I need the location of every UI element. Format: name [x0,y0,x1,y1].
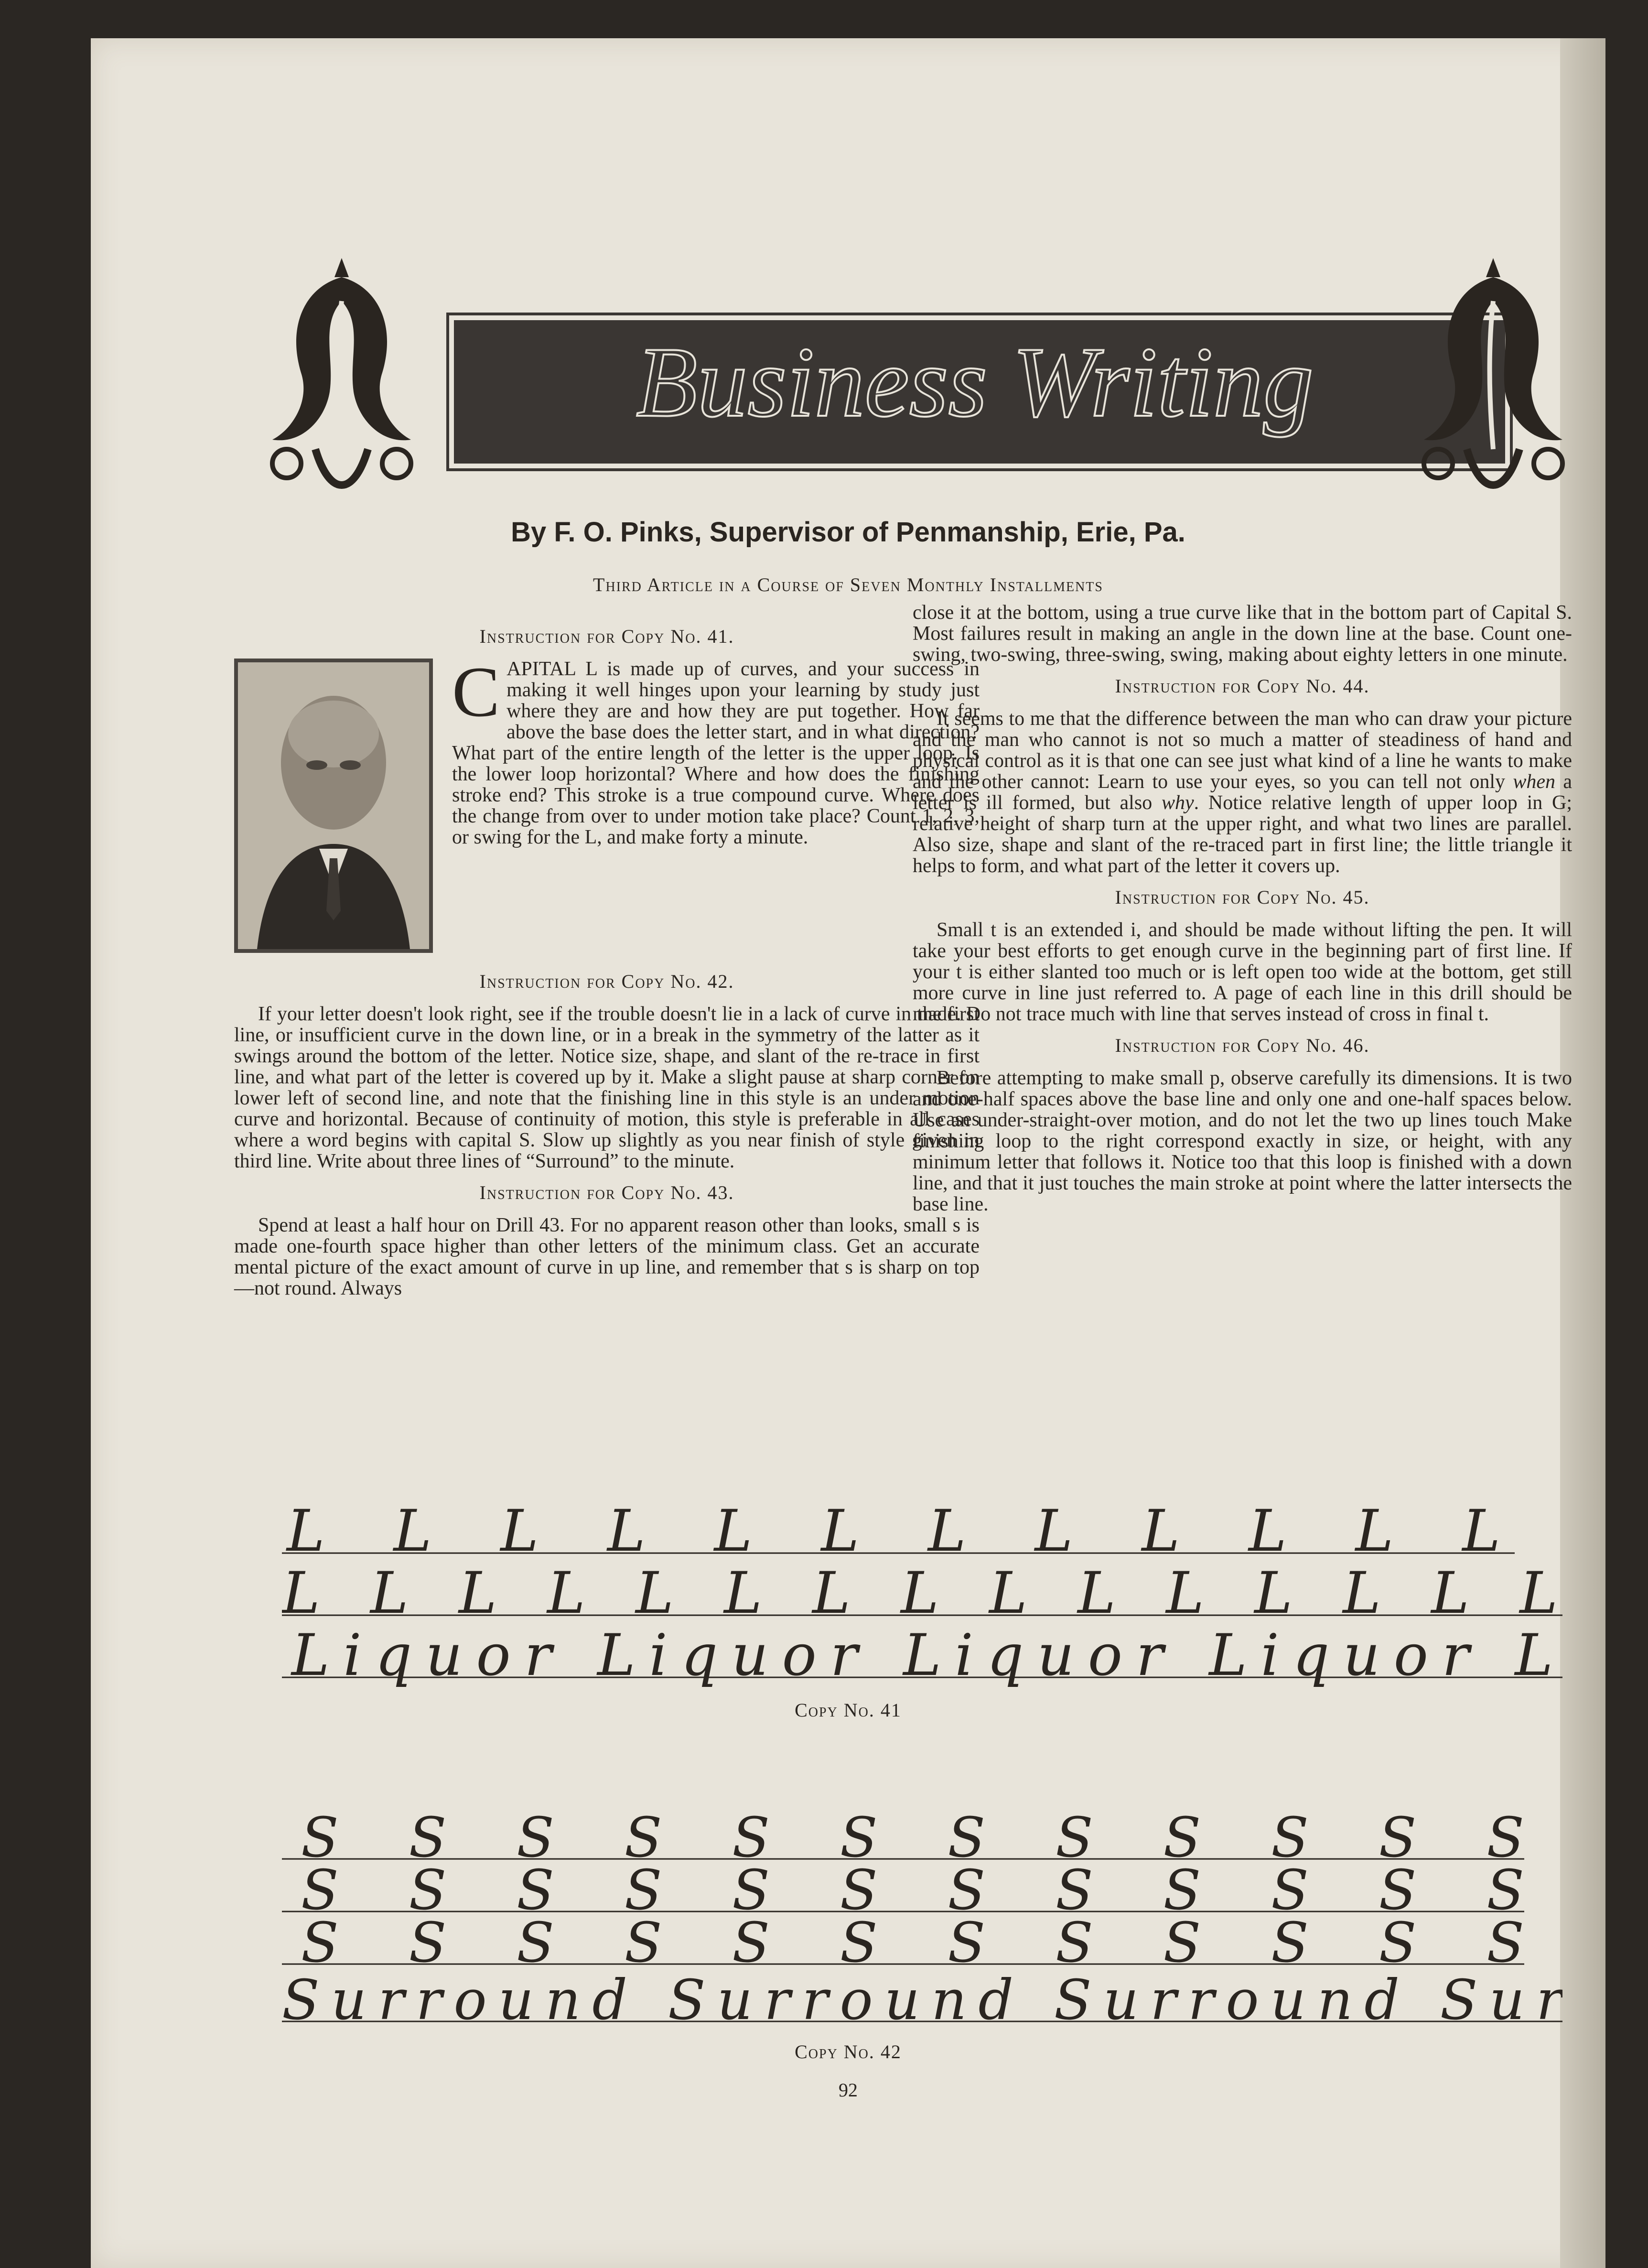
header-banner [258,248,1577,502]
copy-42-row: S S S S S S S S S S S S [301,1858,1525,1922]
copy-41-specimen [282,1501,1562,1692]
section-42-text: If your letter doesn't look right, see if the trouble doesn't lie in a lack of curve in the first line, or insufficient curve in the down line, or in a break in the symmetry of the latter as it swings around the bottom of the letter. Notice size, shape, and slant of the re-trace in first line, and what part of the letter is covered up by it. Make a slight pause at sharp corner on lower left of second line, and note that the finishing line in this style is an under motion curve and horizontal. Because of continuity of motion, this style is preferable in all cases where a word begins with capital S. Slow up slightly as you near finish of style given in third line. Write about three lines of “Surround” to the minute. [234,1003,980,1172]
left-column [234,626,980,1299]
copy-42-row: S S S S S S S S S S S S [301,1811,1525,1870]
author-portrait [234,659,433,953]
magazine-page [91,38,1605,2268]
section-43-continuation: close it at the bottom, using a true curve like that in the bottom part of Capital S. Most failures result in making an angle in the down line at the base. Count one-swing, two-swing, three-swing, swing, making about eighty letters in one minute. [913,602,1572,666]
section-heading: Instruction for Copy No. 42. [479,971,734,992]
subtitle: Third Article in a Course of Seven Monthly Installments [593,574,1103,595]
section-heading: Instruction for Copy No. 43. [479,1182,734,1203]
left-floral-ornament [258,248,425,502]
section-heading: Instruction for Copy No. 44. [1115,675,1370,697]
right-floral-ornament [1410,248,1577,502]
section-44-text: It seems to me that the difference between the man who can draw your picture and the man who cannot is not so much a matter of steadiness of hand and physical control as it is that one can see just what kind of a line he wants to make and the other cannot: Learn to use your eyes, so you can tell not only when a letter is ill formed, but also why. Notice relative length of upper loop in G; relative height of sharp turn at the upper right, and what two lines are parallel. Also size, shape and slant of the re-traced part in first line; the little triangle it helps to form, and what part of the letter it covers up. [913,708,1572,877]
section-46-text: Before attempting to make small p, observe carefully its dimensions. It is two and one-half spaces above the base line and only one and one-half spaces below. Use an under-straight-over motion, and do not let the two up lines touch Make finishing loop to the right correspond exactly in size, or height, with any minimum letter that follows it. Notice too that this loop is finished with a down line, and that it just touches the main stroke at point where the latter intersects the base line. [913,1067,1572,1215]
section-heading: Instruction for Copy No. 46. [1115,1035,1370,1056]
copy-41-caption: Copy No. 41 [795,1699,902,1721]
copy-41-row: L L L L L L L L L L L L [287,1501,1510,1565]
copy-41-row: L L L L L L L L L L L L L L L [282,1560,1562,1627]
page-number: 92 [839,2079,858,2101]
title-banner [449,315,1510,468]
banner-title: Business Writing [636,327,1314,438]
copy-42-caption: Copy No. 42 [795,2041,902,2063]
section-heading: Instruction for Copy No. 41. [479,626,734,647]
copy-42-specimen [282,1811,1562,2036]
copy-42-row: S S S S S S S S S S S S [301,1911,1525,1975]
section-45-text: Small t is an extended i, and should be made without lifting the pen. It will take your best efforts to get enough curve in the beginning part of first line. If your t is either slanted too much or is left open too wide at the bottom, get still more curve in line just referred to. A page of each line in this drill should be made. Do not trace much with line that serves instead of cross in final t. [913,919,1572,1025]
section-41-text: APITAL L is made up of curves, and your success in making it well hinges upon your learning by study just where they are and how they are put together. How far above the base does the letter start, and in what direction? What part of the entire length of the letter is the upper loop. Is the lower loop horizontal? Where and how does the finishing stroke end? This stroke is a true compound curve. Where does the change from over to under motion take place? Count 1, 2, 3, or swing for the L, and make forty a minute. [452,658,980,848]
section-43-text: Spend at least a half hour on Drill 43. For no apparent reason other than looks, small s is made one-fourth space higher than other letters of the minimum class. Get an accurate mental picture of the exact amount of curve in up line, and remember that s is sharp on top—not round. Always [234,1214,980,1299]
copy-41-row: Liquor Liquor Liquor Liquor L [291,1622,1553,1689]
section-heading: Instruction for Copy No. 45. [1115,886,1370,908]
drop-cap: C [452,652,500,732]
byline: By F. O. Pinks, Supervisor of Penmanship, Erie, Pa. [511,517,1185,548]
copy-42-row: Surround Surround Surround Sur [282,1968,1562,2032]
right-column [913,602,1572,1215]
